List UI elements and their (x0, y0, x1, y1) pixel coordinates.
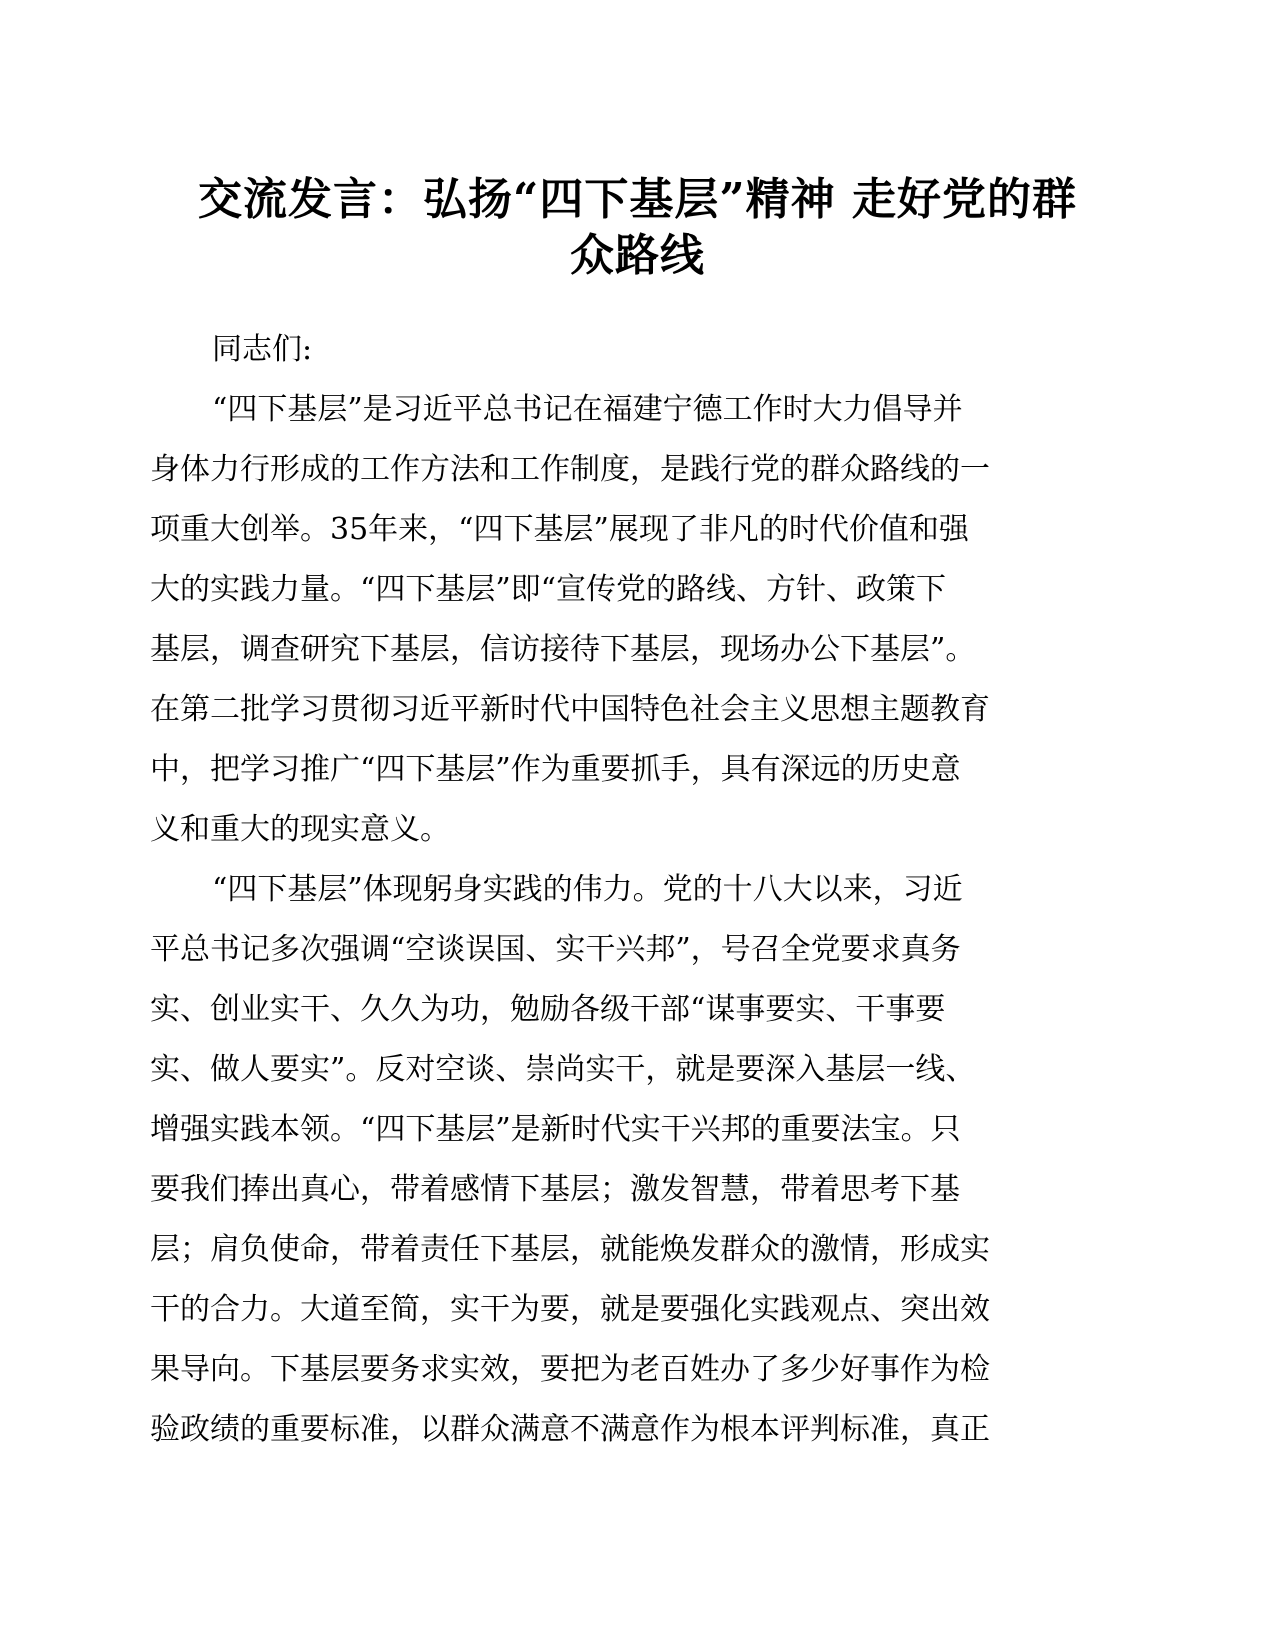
paragraph-line: “四下基层”是习近平总书记在福建宁德工作时大力倡导并 (212, 392, 963, 427)
document-title (140, 172, 1135, 284)
paragraph-line: 干的合力。大道至简，实干为要，就是要强化实践观点、突出效 (150, 1292, 990, 1327)
paragraph-line: 身体力行形成的工作方法和工作制度，是践行党的群众路线的一 (150, 452, 990, 487)
paragraph-line: 基层，调查研究下基层，信访接待下基层，现场办公下基层”。 (150, 632, 976, 667)
paragraph-line: 要我们捧出真心，带着感情下基层；激发智慧，带着思考下基 (150, 1172, 960, 1207)
paragraph-line: “四下基层”体现躬身实践的伟力。党的十八大以来，习近 (212, 872, 963, 907)
paragraph-line: 义和重大的现实意义。 (150, 812, 450, 847)
paragraph-line: 大的实践力量。“四下基层”即“宣传党的路线、方针、政策下 (150, 572, 947, 607)
paragraph-line: 项重大创举。35年来，“四下基层”展现了非凡的时代价值和强 (150, 512, 969, 547)
title-line-2: 众路线 (570, 230, 705, 281)
paragraph-line: 层；肩负使命，带着责任下基层，就能焕发群众的激情，形成实 (150, 1232, 990, 1267)
paragraph-line: 验政绩的重要标准，以群众满意不满意作为根本评判标准，真正 (150, 1412, 990, 1447)
document-body (150, 320, 1125, 1460)
title-line-1: 交流发言：弘扬“四下基层”精神 走好党的群 (198, 174, 1077, 225)
paragraph-line: 实、创业实干、久久为功，勉励各级干部“谋事要实、干事要 (150, 992, 946, 1027)
paragraph-line: 中，把学习推广“四下基层”作为重要抓手，具有深远的历史意 (150, 752, 961, 787)
paragraph-line: 果导向。下基层要务求实效，要把为老百姓办了多少好事作为检 (150, 1352, 990, 1387)
paragraph-2 (150, 860, 1125, 1460)
paragraph-line: 增强实践本领。“四下基层”是新时代实干兴邦的重要法宝。只 (150, 1112, 961, 1147)
paragraph-line: 平总书记多次强调“空谈误国、实干兴邦”，号召全党要求真务 (150, 932, 961, 967)
salutation: 同志们: (212, 332, 313, 367)
paragraph-line: 实、做人要实”。反对空谈、崇尚实干，就是要深入基层一线、 (150, 1052, 976, 1087)
paragraph-1 (150, 380, 1125, 860)
paragraph-line: 在第二批学习贯彻习近平新时代中国特色社会主义思想主题教育 (150, 692, 990, 727)
